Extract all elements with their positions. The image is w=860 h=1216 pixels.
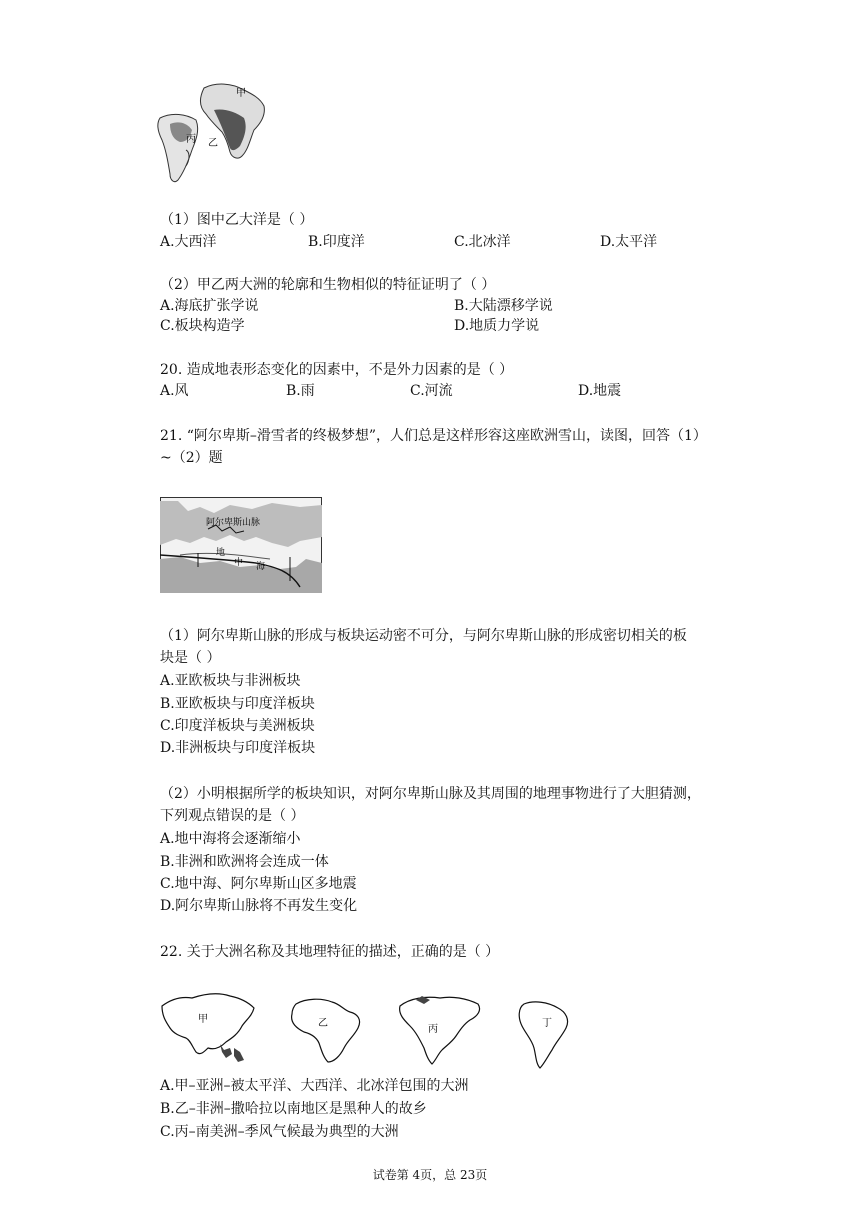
q22-option-a[interactable]: A.甲–亚洲–被太平洋、大西洋、北冰洋包围的大洲 bbox=[160, 1078, 469, 1094]
q20-stem: 20. 造成地表形态变化的因素中，不是外力因素的是（ ） bbox=[160, 362, 514, 378]
q21-2-option-d[interactable]: D.阿尔卑斯山脉将不再发生变化 bbox=[160, 898, 358, 914]
q19-1-option-b[interactable]: B.印度洋 bbox=[308, 234, 365, 250]
sea-label-zhong: 中 bbox=[234, 558, 244, 568]
sea-label-hai: 海 bbox=[256, 562, 266, 572]
q22-option-b[interactable]: B.乙–非洲–撒哈拉以南地区是黑种人的故乡 bbox=[160, 1101, 427, 1117]
q21-2-option-a[interactable]: A.地中海将会逐渐缩小 bbox=[160, 831, 301, 847]
q21-1-stem-line1: （1）阿尔卑斯山脉的形成与板块运动密不可分，与阿尔卑斯山脉的形成密切相关的板 bbox=[160, 628, 687, 644]
continent-label-yi: 乙 bbox=[318, 1018, 328, 1029]
q22-option-c[interactable]: C.丙–南美洲–季风气候最为典型的大洲 bbox=[160, 1124, 399, 1140]
q21-1-option-d[interactable]: D.非洲板块与印度洋板块 bbox=[160, 740, 316, 756]
page-footer: 试卷第 4页，总 23页 bbox=[372, 1168, 488, 1182]
q21-2-option-b[interactable]: B.非洲和欧洲将会连成一体 bbox=[160, 854, 329, 870]
continent-south-america-outline bbox=[514, 998, 572, 1070]
q21-1-option-b[interactable]: B.亚欧板块与印度洋板块 bbox=[160, 696, 315, 712]
sea-label-di: 地 bbox=[216, 548, 226, 558]
continent-north-america-outline bbox=[396, 992, 486, 1068]
q19-1-stem: （1）图中乙大洋是（ ） bbox=[160, 212, 314, 228]
q22-stem: 22. 关于大洲名称及其地理特征的描述，正确的是（ ） bbox=[160, 944, 500, 960]
q20-option-b[interactable]: B.雨 bbox=[286, 383, 315, 399]
q21-stem-line2: ~（2）题 bbox=[160, 450, 223, 466]
continent-asia-outline bbox=[160, 990, 256, 1066]
q19-2-stem: （2）甲乙两大洲的轮廓和生物相似的特征证明了（ ） bbox=[160, 277, 496, 293]
fig1-label-yi: 乙 bbox=[208, 138, 218, 149]
q19-2-option-a[interactable]: A.海底扩张学说 bbox=[160, 298, 259, 314]
q21-2-stem-line2: 下列观点错误的是（ ） bbox=[160, 808, 305, 824]
continent-label-ding: 丁 bbox=[542, 1018, 552, 1029]
fig1-label-jia: 甲 bbox=[236, 88, 246, 99]
q21-stem-line1: 21. “阿尔卑斯–滑雪者的终极梦想”，人们总是这样形容这座欧洲雪山，读图，回答（1） bbox=[160, 428, 707, 444]
q19-2-option-d[interactable]: D.地质力学说 bbox=[454, 318, 540, 334]
q21-2-option-c[interactable]: C.地中海、阿尔卑斯山区多地震 bbox=[160, 876, 357, 892]
q20-option-c[interactable]: C.河流 bbox=[410, 383, 453, 399]
q19-1-option-c[interactable]: C.北冰洋 bbox=[454, 234, 511, 250]
q21-1-option-c[interactable]: C.印度洋板块与美洲板块 bbox=[160, 718, 315, 734]
q19-1-option-a[interactable]: A.大西洋 bbox=[160, 234, 217, 250]
continent-label-bing: 丙 bbox=[428, 1024, 438, 1035]
alps-label: 阿尔卑斯山脉 bbox=[206, 518, 261, 528]
q19-1-option-d[interactable]: D.太平洋 bbox=[600, 234, 658, 250]
alps-map-figure bbox=[160, 497, 322, 593]
q20-option-d[interactable]: D.地震 bbox=[578, 383, 622, 399]
q19-2-option-c[interactable]: C.板块构造学 bbox=[160, 318, 245, 334]
q21-2-stem-line1: （2）小明根据所学的板块知识，对阿尔卑斯山脉及其周围的地理事物进行了大胆猜测， bbox=[160, 786, 701, 802]
q19-2-option-b[interactable]: B.大陆漂移学说 bbox=[454, 298, 553, 314]
fig1-label-bing: 丙 bbox=[186, 134, 196, 145]
q21-1-stem-line2: 块是（ ） bbox=[160, 650, 221, 666]
q20-option-a[interactable]: A.风 bbox=[160, 383, 189, 399]
continent-africa-outline bbox=[288, 996, 364, 1066]
continent-label-jia: 甲 bbox=[198, 1014, 208, 1025]
q21-1-option-a[interactable]: A.亚欧板块与非洲板块 bbox=[160, 673, 301, 689]
continents-drift-figure bbox=[156, 80, 278, 188]
